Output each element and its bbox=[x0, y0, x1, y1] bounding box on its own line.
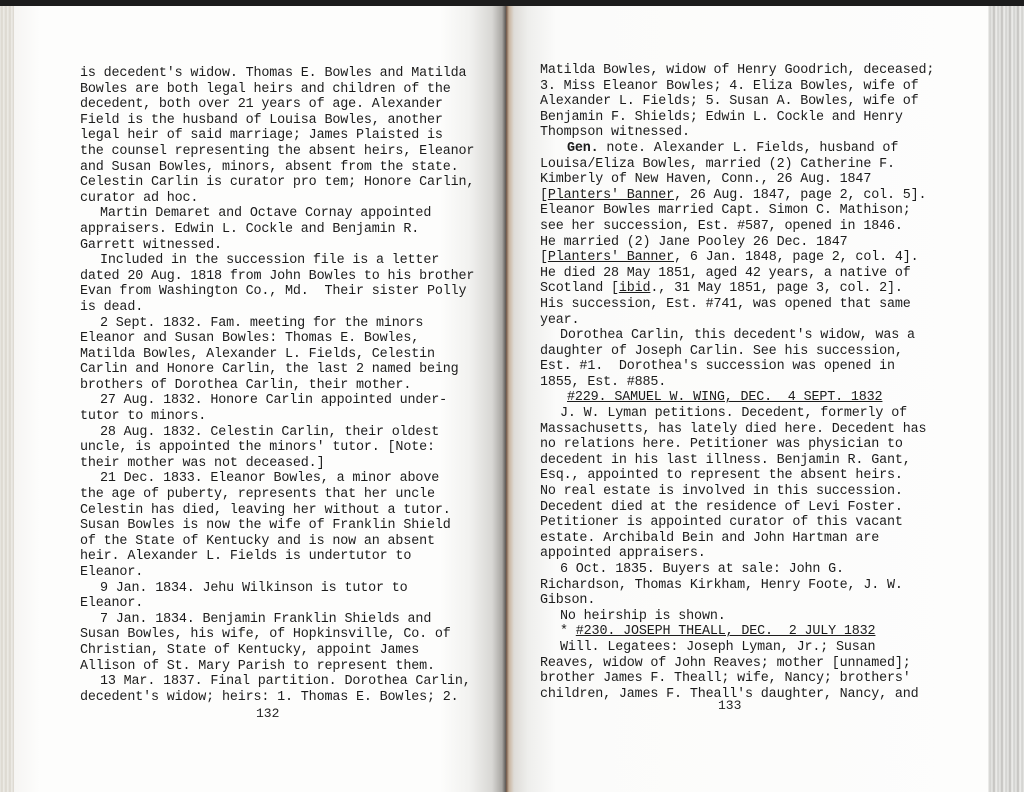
text-line: estate. Archibald Bein and John Hartman are bbox=[540, 530, 880, 546]
text-span: ., 31 May 1851, page 3, col. 2]. bbox=[650, 281, 903, 297]
text-line: appraisers. Edwin L. Cockle and Benjamin R. bbox=[80, 221, 420, 237]
open-bracket: [ bbox=[540, 250, 548, 266]
paragraph-start: 9 Jan. 1834. Jehu Wilkinson is tutor to bbox=[100, 580, 408, 596]
text-line: Celestin has died, leaving her without a tutor. bbox=[80, 502, 451, 518]
text-line: Richardson, Thomas Kirkham, Henry Foote, J. W. bbox=[540, 577, 903, 593]
text-line: Susan Bowles, his wife, of Hopkinsville, Co. of bbox=[80, 627, 451, 643]
text-line: uncle, is appointed the minors' tutor. [Note: bbox=[80, 440, 435, 456]
entry-heading-text: #229. SAMUEL W. WING, DEC. 4 SEPT. 1832 bbox=[567, 390, 883, 406]
citation-line bbox=[540, 188, 934, 204]
text-line: 1855, Est. #885. bbox=[540, 374, 667, 390]
text-line: children, James F. Theall's daughter, Nancy, and bbox=[540, 686, 919, 702]
text-line: No real estate is involved in this succession. bbox=[540, 484, 903, 500]
entry-heading-229 bbox=[540, 390, 934, 406]
text-line: decedent's widow; heirs: 1. Thomas E. Bowles; 2. bbox=[80, 689, 459, 705]
paragraph-start: No heirship is shown. bbox=[560, 608, 726, 624]
paragraph-start: Dorothea Carlin, this decedent's widow, was a bbox=[560, 328, 915, 344]
text-line: Eleanor. bbox=[80, 596, 144, 612]
text-line: daughter of Joseph Carlin. See his succession, bbox=[540, 343, 903, 359]
text-line: heir. Alexander L. Fields is undertutor to bbox=[80, 549, 412, 565]
text-span: , 26 Aug. 1847, page 2, col. 5]. bbox=[674, 187, 927, 203]
paragraph-start: 6 Oct. 1835. Buyers at sale: John G. bbox=[560, 562, 844, 577]
text-line: legal heir of said marriage; James Plaisted is bbox=[80, 128, 443, 144]
text-line: Est. #1. Dorothea's succession was opened in bbox=[540, 359, 895, 375]
text-line: dated 20 Aug. 1818 from John Bowles to his brother bbox=[80, 268, 475, 284]
text-line: tutor to minors. bbox=[80, 409, 207, 425]
text-span: , 6 Jan. 1848, page 2, col. 4]. bbox=[674, 250, 919, 266]
text-line: the counsel representing the absent heirs, Eleanor bbox=[80, 143, 475, 159]
text-line: Petitioner is appointed curator of this vacant bbox=[540, 515, 903, 531]
text-line: their mother was not deceased.] bbox=[80, 455, 325, 471]
text-line: Decedent died at the residence of Levi Foster. bbox=[540, 499, 903, 515]
citation-source: Planters' Banner bbox=[547, 187, 675, 203]
text-line: is dead. bbox=[80, 299, 144, 315]
genealogy-note-start bbox=[540, 141, 934, 157]
text-span: Scotland [ bbox=[540, 281, 619, 297]
text-line: Bowles are both legal heirs and children of the bbox=[80, 81, 451, 97]
text-line: Alexander L. Fields; 5. Susan A. Bowles, wife of bbox=[540, 94, 919, 110]
text-line: appointed appraisers. bbox=[540, 546, 706, 562]
asterisk-mark: * bbox=[560, 624, 576, 640]
text-line: Matilda Bowles, Alexander L. Fields, Celestin bbox=[80, 346, 435, 362]
text-line: Allison of St. Mary Parish to represent them. bbox=[80, 658, 435, 674]
text-line: Celestin Carlin is curator pro tem; Honore Carlin, bbox=[80, 175, 475, 191]
text-line: see her succession, Est. #587, opened in 1846. bbox=[540, 218, 903, 234]
right-page-text bbox=[540, 63, 934, 702]
entry-heading-text: #230. JOSEPH THEALL, DEC. 2 JULY 1832 bbox=[575, 624, 876, 640]
text-line: His succession, Est. #741, was opened that same bbox=[540, 296, 911, 312]
text-line: He married (2) Jane Pooley 26 Dec. 1847 bbox=[540, 234, 848, 250]
left-page-edges bbox=[0, 6, 14, 792]
citation-source: Planters' Banner bbox=[547, 250, 675, 266]
text-line: Esq., appointed to represent the absent heirs. bbox=[540, 468, 903, 484]
ibid-ref: ibid bbox=[618, 281, 651, 297]
text-line: Evan from Washington Co., Md. Their sister Polly bbox=[80, 284, 467, 300]
text-line: the age of puberty, represents that her uncle bbox=[80, 487, 435, 503]
text-line: year. bbox=[540, 312, 580, 328]
text-line: Field is the husband of Louisa Bowles, another bbox=[80, 112, 443, 128]
open-bracket: [ bbox=[540, 187, 548, 203]
text-line: decedent, both over 21 years of age. Alexander bbox=[80, 97, 443, 113]
text-line: brothers of Dorothea Carlin, their mother. bbox=[80, 377, 412, 393]
text-line: and Susan Bowles, minors, absent from the state. bbox=[80, 159, 459, 175]
text-line: of the State of Kentucky and is now an absent bbox=[80, 533, 435, 549]
text-line: Eleanor and Susan Bowles: Thomas E. Bowles, bbox=[80, 331, 420, 347]
text-line: Benjamin F. Shields; Edwin L. Cockle and Henry bbox=[540, 109, 903, 125]
left-page-text bbox=[80, 66, 474, 705]
paragraph-start: Will. Legatees: Joseph Lyman, Jr.; Susan bbox=[560, 639, 876, 655]
paragraph-start: 13 Mar. 1837. Final partition. Dorothea Carlin, bbox=[100, 674, 471, 690]
paragraph-start: Martin Demaret and Octave Cornay appointed bbox=[100, 206, 432, 222]
paragraph-start: 7 Jan. 1834. Benjamin Franklin Shields and bbox=[100, 611, 432, 627]
text-line: no relations here. Petitioner was physician to bbox=[540, 437, 903, 453]
text-line: 3. Miss Eleanor Bowles; 4. Eliza Bowles, wife of bbox=[540, 78, 919, 94]
paragraph-start: 28 Aug. 1832. Celestin Carlin, their oldest bbox=[100, 424, 440, 440]
text-line: Kimberly of New Haven, Conn., 26 Aug. 1847 bbox=[540, 172, 872, 188]
text-line: He died 28 May 1851, aged 42 years, a native of bbox=[540, 265, 911, 281]
text-line: is decedent's widow. Thomas E. Bowles and Matilda bbox=[80, 66, 467, 81]
citation-line bbox=[540, 281, 934, 297]
text-line: Christian, State of Kentucky, appoint James bbox=[80, 642, 420, 658]
page-number-right: 133 bbox=[718, 698, 742, 713]
paragraph-start: J. W. Lyman petitions. Decedent, formerly of bbox=[560, 406, 907, 422]
text-line: curator ad hoc. bbox=[80, 190, 199, 206]
text-line: Matilda Bowles, widow of Henry Goodrich, deceased; bbox=[540, 63, 935, 78]
right-page-edges bbox=[988, 6, 1024, 792]
text-line: Eleanor. bbox=[80, 565, 144, 580]
text-line: Massachusetts, has lately died here. Decedent has bbox=[540, 421, 927, 437]
text-line: Eleanor Bowles married Capt. Simon C. Mathison; bbox=[540, 203, 911, 219]
paragraph-start: 21 Dec. 1833. Eleanor Bowles, a minor above bbox=[100, 471, 440, 487]
text-line: Thompson witnessed. bbox=[540, 125, 690, 141]
paragraph-start: Included in the succession file is a letter bbox=[100, 253, 440, 269]
paragraph-start: 27 Aug. 1832. Honore Carlin appointed under- bbox=[100, 393, 447, 409]
text-line: brother James F. Theall; wife, Nancy; brothers' bbox=[540, 671, 911, 687]
text-line: Carlin and Honore Carlin, the last 2 named being bbox=[80, 362, 459, 378]
text-line: decedent in his last illness. Benjamin R. Gant, bbox=[540, 452, 911, 468]
gen-note-label: Gen. bbox=[567, 140, 599, 156]
text-span: note. Alexander L. Fields, husband of bbox=[598, 140, 899, 156]
paragraph-start: 2 Sept. 1832. Fam. meeting for the minors bbox=[100, 315, 424, 331]
text-line: Susan Bowles is now the wife of Franklin Shield bbox=[80, 518, 451, 534]
text-line: Gibson. bbox=[540, 593, 596, 609]
citation-line bbox=[540, 250, 934, 266]
entry-heading-230 bbox=[540, 624, 934, 640]
page-number-left: 132 bbox=[256, 706, 280, 721]
text-line: Reaves, widow of John Reaves; mother [unnamed]; bbox=[540, 655, 911, 671]
text-line: Garrett witnessed. bbox=[80, 237, 222, 253]
text-line: Louisa/Eliza Bowles, married (2) Catherine F. bbox=[540, 156, 895, 172]
